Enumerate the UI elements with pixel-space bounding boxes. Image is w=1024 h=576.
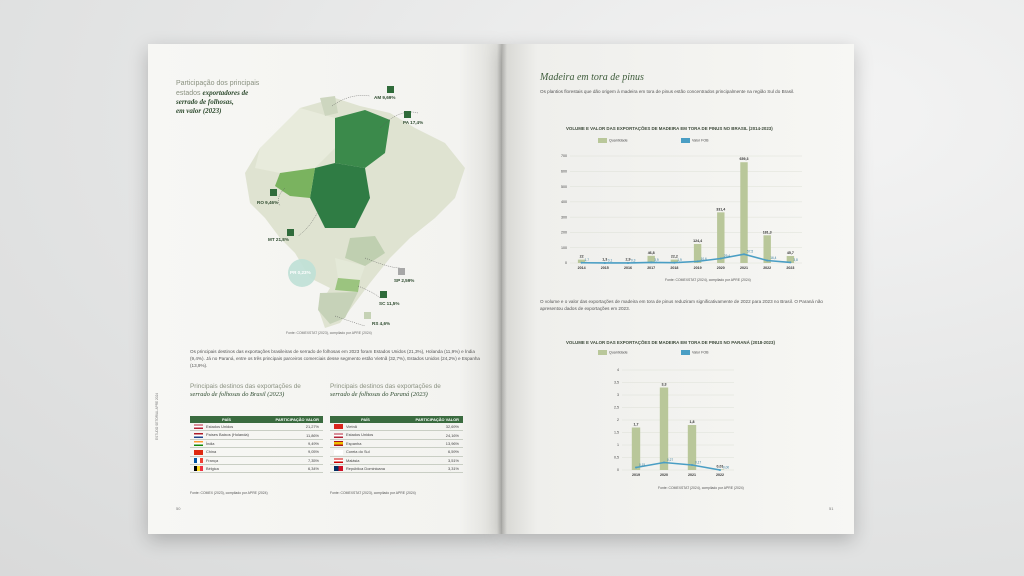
table-cell-share: 3,51% [401,456,463,464]
table-row [330,464,463,472]
x-tick-label: 2014 [577,266,586,270]
line-label: 0,3 [631,258,636,263]
bar-label: 22 [579,254,584,259]
line-point [766,259,768,261]
line-point [663,462,665,464]
country-name: Estados Unidos [206,423,234,429]
legend-square-sc [380,291,387,298]
table-row [190,431,323,439]
brazil-destinations-table [190,416,323,473]
brazil-map [240,88,470,338]
country-name: França [206,457,219,463]
country-name: China [206,449,217,455]
chart2-source: Fonte: COMEXSTAT (2024), compilado por APRE (2024) [658,486,744,490]
x-tick-label: 2017 [647,266,656,270]
right-page-title: Madeira em tora de pinus [540,72,644,83]
line-label: 3,8 [793,257,798,262]
country-name: Estados Unidos [346,432,374,438]
legend-swatch-val [681,138,690,143]
table-cell-share: 6,34% [263,464,323,472]
table-header-country: PAÍS [330,416,401,423]
brazil-table-title-line: Principais destinos das exportações de [190,383,301,390]
y-tick-label: 3 [617,393,619,398]
line-label: 0,17 [695,460,702,465]
chart2-legend-qty [598,350,628,355]
y-tick-label: 0 [565,261,567,266]
line-label: 0,27 [667,458,674,462]
table-row [190,448,323,456]
y-tick-label: 1 [617,443,619,448]
table-cell-country [190,448,263,456]
x-tick-label: 2019 [693,266,702,270]
map-label-sp: SP 2,59% [394,278,415,283]
y-tick-label: 700 [561,154,567,159]
map-title-line: exportadores de [202,88,249,97]
chart1-title: VOLUME E VALOR DAS EXPORTAÇÕES DE MADEIRA EM TORA DE PINUS NO BRASIL (2014-2023) [566,126,773,131]
flag-cn-icon [194,450,203,455]
y-tick-label: 3,5 [614,380,619,385]
map-label-am: AM 9,69% [374,95,396,100]
table-row [330,423,463,431]
bar-label: 1,8 [689,420,695,424]
line-point [691,464,693,466]
chart1-source: Fonte: COMEXSTAT (2024), compilado por APRE (2024) [665,278,751,282]
x-tick-label: 2015 [600,266,609,270]
line-label: 57,5 [747,249,754,254]
y-tick-label: 0 [617,468,619,473]
table-cell-country [190,456,263,464]
map-label-ro: RO 9,46% [257,200,279,205]
line-point [789,261,791,263]
x-tick-label: 2016 [624,266,632,270]
brazil-table-title-line: serrado de folhosas do Brasil (2023) [190,391,285,398]
legend-swatch-qty [598,138,607,143]
chart1-legend-val [681,138,709,143]
line-point [673,262,675,264]
table-cell-share: 3,31% [401,464,463,472]
x-tick-label: 2020 [660,473,668,477]
x-tick-label: 2020 [716,266,725,270]
chart2-parana-exports [610,364,740,484]
bar-label: 659,3 [739,157,749,162]
table-row [330,431,463,439]
parana-table-title-line: serrado de folhosas do Paraná (2023) [330,391,428,398]
table-cell-country [190,439,263,447]
map-label-pa: PA 17,4% [403,120,424,125]
table-header-share: PARTICIPAÇÃO VALOR [401,416,463,423]
flag-fr-icon [194,458,203,463]
legend-square-pa [404,111,411,118]
flag-us-icon [194,424,203,429]
line-label: 1,7 [584,258,590,263]
legend-square-am [387,86,394,93]
bar-label: 331,4 [716,207,726,212]
table-cell-country [330,448,401,456]
table-cell-country [330,431,401,439]
flag-us-icon [334,433,343,438]
table-cell-country [330,423,401,431]
parana-table-title [330,383,470,399]
y-tick-label: 600 [561,169,567,174]
line-point [627,262,629,264]
table-cell-country [190,423,263,431]
table-row [190,456,323,464]
country-name: Coreia do Sul [346,449,370,455]
line-point [635,467,637,469]
table-cell-share: 11,86% [263,431,323,439]
right-intro: Os plantios florestais que dão origem à madeira em tora de pinus estão concentrados principalmente na região Sul do Brasil. [540,89,795,94]
legend-label: Quantidade [609,138,628,143]
table-header-share: PARTICIPAÇÃO VALOR [263,416,323,423]
map-title-line: serrado de folhosas, [176,98,234,106]
y-tick-label: 500 [561,184,567,189]
table-cell-country [190,464,263,472]
chart1-brazil-exports [556,150,806,275]
x-tick-label: 2021 [740,266,748,270]
bar-label: 124,4 [693,238,703,243]
table-row [190,439,323,447]
map-label-rs: RS 4,6% [372,321,391,326]
chart1-legend-qty [598,138,628,143]
country-name: Malásia [346,457,360,463]
flag-be-icon [194,466,203,471]
legend-label: Valor FOB [692,350,709,355]
book-spine [497,44,507,534]
table-row [190,423,323,431]
x-tick-label: 2018 [670,266,679,270]
flag-do-icon [334,466,343,471]
brazil-table-title [190,383,330,399]
line-point [581,262,583,264]
y-tick-label: 100 [561,245,567,250]
map-label-mt: MT 21,8% [268,237,289,242]
table-row [330,439,463,447]
bar-label: 0,01 [716,464,724,469]
bar-label: 46,8 [647,250,655,255]
line-label: 16,4 [770,255,777,260]
country-name: Países Baixos (Holanda) [206,432,249,438]
table-row [330,456,463,464]
y-tick-label: 2,5 [614,405,619,410]
flag-in-icon [194,441,203,446]
x-tick-label: 2023 [786,266,795,270]
country-name: República Dominicana [346,465,385,471]
x-tick-label: 2019 [632,473,640,477]
parana-destinations-table [330,416,463,473]
table-cell-country [330,439,401,447]
table-cell-share: 32,69% [401,423,463,431]
table-cell-country [330,464,401,472]
line-point [743,253,745,255]
table-cell-share: 24,16% [401,431,463,439]
bar-label: 3,3 [661,382,667,387]
line-label: 1,9 [677,258,682,263]
flag-vn-icon [334,424,343,429]
table-cell-country [190,431,263,439]
line-label: 10,6 [700,256,707,261]
bar-label: 1,3 [602,257,608,262]
country-name: Bélgica [206,465,219,471]
y-tick-label: 200 [561,230,567,235]
left-paragraph: Os principais destinos das exportações brasileiras de serrado de folhosas em 2023 foram Estados Unidos (21,3%), Holanda (11,9%) e Índia (9,4%). Já no Paraná, entre os três principais parceiros comerciais desse segmento estão Vietnã (32,7%), Estados Unidos (24,2%) e Espanha (13,9%). [190,349,480,368]
parana-table-title-line: Principais destinos das exportações de [330,383,441,390]
bar-label: 22,2 [670,254,678,259]
line-point [719,469,721,471]
map-source: Fonte: COMEXSTAT (2023), compilado por APRE (2024) [286,331,372,335]
legend-square-rs [364,312,371,319]
country-name: Espanha [346,440,362,446]
chart2-title: VOLUME E VALOR DAS EXPORTAÇÕES DE MADEIRA EM TORA DE PINUS NO PARANÁ (2018-2023) [566,340,775,345]
right-middle-paragraph: O volume e o valor das exportações de madeira em tora de pinus reduziram significativamente de 2022 para 2023 no Brasil. O Paraná não apresentou dados de exportações em 2023. [540,299,823,311]
table-cell-share: 9,05% [263,448,323,456]
flag-es-icon [334,441,343,446]
line-label: 0,1 [607,258,613,263]
line-point [604,262,606,264]
line-label: 0,15 [639,463,646,467]
line-point [720,258,722,260]
line-label: 29,4 [723,254,731,259]
legend-swatch-val [681,350,690,355]
line-point [697,260,699,262]
line-point [650,261,652,263]
x-tick-label: 2021 [688,473,696,477]
map-title-line: Participação dos principais [176,80,260,87]
y-tick-label: 300 [561,215,567,220]
bar [740,162,747,263]
chart2-legend-val [681,350,709,355]
bar-label: 2,9 [625,257,631,262]
legend-square-sp [398,268,405,275]
y-tick-label: 4 [617,368,619,373]
legend-label: Quantidade [609,350,628,355]
table-row [190,464,323,472]
map-state-sc [335,278,360,292]
right-page-number: 51 [829,506,834,511]
bar-label: 181,3 [762,230,772,235]
x-tick-label: 2022 [716,473,724,477]
line-label: 0,00 [723,465,730,470]
map-title-line: estados [176,89,201,97]
parana-table-source: Fonte: COMEXSTAT (2023), compilado por APRE (2024) [330,491,416,495]
flag-my-icon [334,458,343,463]
table-row [330,448,463,456]
table-cell-country [330,456,401,464]
table-cell-share: 13,96% [401,439,463,447]
map-label-sc: SC 11,5% [379,301,400,306]
legend-square-mt [287,229,294,236]
map-label-pr: PR 0,23% [290,270,311,275]
table-cell-share: 21,27% [263,423,323,431]
country-name: Vietnã [346,423,357,429]
country-name: Índia [206,440,215,446]
bar-label: 1,7 [633,422,639,427]
y-tick-label: 2 [617,418,619,423]
side-running-title: ESTUDO SETORIAL APRE 2024 [155,392,159,440]
y-tick-label: 0,5 [614,455,619,460]
table-cell-share: 6,59% [401,448,463,456]
flag-nl-icon [194,433,203,438]
y-tick-label: 1,5 [614,430,619,435]
map-title-line: em valor (2023) [176,106,222,115]
legend-square-ro [270,189,277,196]
table-cell-share: 7,35% [263,456,323,464]
brazil-table-source: Fonte: COMEX (2023), compilado por APRE (2024) [190,491,268,495]
table-header-country: PAÍS [190,416,263,423]
line-label: 3,9 [654,257,659,262]
y-tick-label: 400 [561,200,567,205]
bar-label: 45,7 [786,251,794,256]
flag-kr-icon [334,450,343,455]
table-cell-share: 9,49% [263,439,323,447]
x-tick-label: 2022 [763,266,772,270]
series-line-valor [579,254,791,263]
left-page-number: 50 [176,506,181,511]
legend-label: Valor FOB [692,138,709,143]
legend-swatch-qty [598,350,607,355]
